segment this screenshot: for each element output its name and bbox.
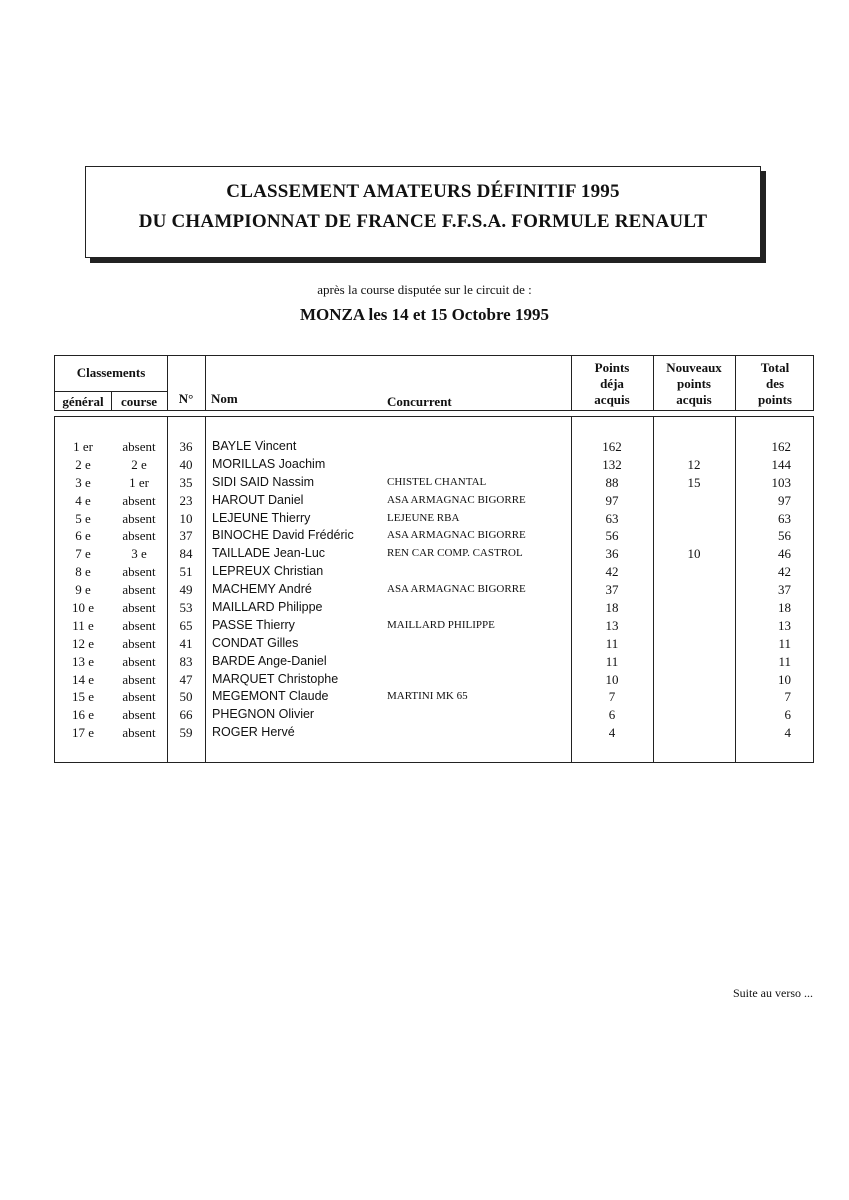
cell-total: 42 xyxy=(778,564,791,580)
cell-name: MORILLAS Joachim xyxy=(212,456,326,471)
footer-note: Suite au verso ... xyxy=(733,986,813,1000)
cell-general: 13 e xyxy=(71,653,95,669)
cell-total: 97 xyxy=(778,492,791,508)
header-points-line: acquis xyxy=(594,392,630,407)
header-points-line: Points xyxy=(594,360,630,375)
cell-concurrent: MAILLARD PHILIPPE xyxy=(387,618,495,631)
table-row xyxy=(55,724,815,742)
cell-concurrent: ASA ARMAGNAC BIGORRE xyxy=(387,529,526,542)
cell-points: 63 xyxy=(605,510,619,526)
header-new-points-line: acquis xyxy=(676,392,712,407)
cell-general: 17 e xyxy=(71,725,95,741)
cell-number: 66 xyxy=(179,707,193,723)
cell-name: BINOCHE David Frédéric xyxy=(212,528,354,543)
cell-total: 103 xyxy=(771,474,791,490)
cell-name: MACHEMY André xyxy=(212,582,312,597)
cell-new-points: 12 xyxy=(687,456,701,472)
cell-course: absent xyxy=(122,492,156,508)
cell-number: 50 xyxy=(179,689,193,705)
cell-course: absent xyxy=(122,439,156,454)
cell-course: 1 er xyxy=(129,474,149,490)
title-line-1: CLASSEMENT AMATEURS DÉFINITIF 1995 xyxy=(226,181,620,202)
cell-general: 14 e xyxy=(71,671,95,687)
cell-number: 83 xyxy=(179,653,193,669)
cell-course: absent xyxy=(122,582,156,598)
table-row xyxy=(55,563,815,581)
header-divider xyxy=(205,356,206,410)
cell-name: ROGER Hervé xyxy=(212,725,295,740)
cell-general: 15 e xyxy=(71,689,95,705)
table-row xyxy=(55,510,815,528)
cell-general: 8 e xyxy=(75,564,91,580)
table-row xyxy=(55,581,815,599)
cell-concurrent: CHISTEL CHANTAL xyxy=(387,475,487,488)
cell-general: 6 e xyxy=(75,528,91,544)
header-new-points-line: points xyxy=(677,376,711,391)
cell-new-points: 15 xyxy=(687,474,701,490)
cell-number: 37 xyxy=(179,528,193,544)
cell-course: absent xyxy=(122,528,156,544)
cell-total: 4 xyxy=(784,725,791,741)
header-total xyxy=(735,360,815,408)
header-number: N° xyxy=(178,391,194,406)
cell-course: absent xyxy=(122,635,156,651)
cell-name: TAILLADE Jean-Luc xyxy=(212,546,326,561)
cell-general: 1 er xyxy=(73,439,93,454)
header-classements: Classements xyxy=(76,365,146,380)
cell-general: 2 e xyxy=(75,456,91,472)
cell-number: 59 xyxy=(179,725,193,741)
cell-concurrent: REN CAR COMP. CASTROL xyxy=(387,547,523,560)
table-row xyxy=(55,706,815,724)
header-divider xyxy=(55,391,167,392)
cell-number: 47 xyxy=(179,671,193,687)
cell-general: 4 e xyxy=(75,492,91,508)
cell-total: 63 xyxy=(778,510,791,526)
cell-name: SIDI SAID Nassim xyxy=(212,474,315,489)
cell-concurrent: MARTINI MK 65 xyxy=(387,690,468,703)
cell-points: 10 xyxy=(605,671,619,687)
cell-course: absent xyxy=(122,707,156,723)
cell-general: 12 e xyxy=(71,635,95,651)
cell-name: CONDAT Gilles xyxy=(212,635,299,650)
cell-number: 51 xyxy=(179,564,193,580)
table-row xyxy=(55,599,815,617)
table-row xyxy=(55,527,815,545)
cell-course: 2 e xyxy=(131,456,147,472)
cell-general: 10 e xyxy=(71,600,95,616)
cell-points: 6 xyxy=(608,707,616,723)
cell-points: 162 xyxy=(602,439,622,454)
cell-course: 3 e xyxy=(131,546,147,562)
cell-total: 37 xyxy=(778,582,791,598)
cell-course: absent xyxy=(122,617,156,633)
table-header xyxy=(54,355,814,411)
cell-number: 10 xyxy=(179,510,193,526)
cell-points: 11 xyxy=(605,653,619,669)
cell-course: absent xyxy=(122,689,156,705)
table-row xyxy=(55,474,815,492)
cell-points: 18 xyxy=(605,600,619,616)
cell-general: 3 e xyxy=(75,474,91,490)
table-row xyxy=(55,671,815,689)
cell-total: 144 xyxy=(771,456,791,472)
header-course: course xyxy=(120,394,158,409)
cell-new-points: 10 xyxy=(687,546,701,562)
header-name: Nom xyxy=(211,391,238,406)
cell-course: absent xyxy=(122,653,156,669)
cell-name: HAROUT Daniel xyxy=(212,492,304,507)
cell-total: 10 xyxy=(778,671,791,687)
header-total-line: points xyxy=(758,392,792,407)
cell-general: 5 e xyxy=(75,510,91,526)
cell-total: 46 xyxy=(778,546,791,562)
cell-name: MARQUET Christophe xyxy=(212,671,339,686)
cell-name: BAYLE Vincent xyxy=(212,439,297,453)
table-row xyxy=(55,688,815,706)
cell-total: 11 xyxy=(778,635,791,651)
title-line-2: DU CHAMPIONNAT DE FRANCE F.F.S.A. FORMULE RENAULT xyxy=(138,211,708,232)
cell-name: MAILLARD Philippe xyxy=(212,600,323,615)
cell-points: 7 xyxy=(608,689,616,705)
header-total-line: Total xyxy=(760,360,790,375)
venue-title: MONZA les 14 et 15 Octobre 1995 xyxy=(300,305,549,324)
header-general: général xyxy=(62,394,104,409)
cell-concurrent: LEJEUNE RBA xyxy=(387,511,460,524)
table-row xyxy=(55,545,815,563)
cell-total: 11 xyxy=(778,653,791,669)
cell-course: absent xyxy=(122,600,156,616)
cell-number: 40 xyxy=(179,456,193,472)
cell-points: 4 xyxy=(608,725,616,741)
cell-total: 13 xyxy=(778,617,791,633)
cell-number: 36 xyxy=(179,439,193,454)
table-row xyxy=(55,438,815,456)
cell-number: 41 xyxy=(179,635,193,651)
cell-name: LEPREUX Christian xyxy=(212,564,324,579)
cell-general: 11 e xyxy=(72,617,94,633)
header-new-points xyxy=(653,360,735,408)
cell-number: 65 xyxy=(179,617,193,633)
cell-total: 7 xyxy=(784,689,791,705)
header-points xyxy=(571,360,653,408)
cell-points: 132 xyxy=(602,456,622,472)
cell-total: 56 xyxy=(778,528,791,544)
cell-name: MEGEMONT Claude xyxy=(212,689,329,704)
cell-points: 36 xyxy=(605,546,619,562)
cell-name: BARDE Ange-Daniel xyxy=(212,653,327,668)
table-row xyxy=(55,492,815,510)
cell-points: 88 xyxy=(605,474,619,490)
cell-name: PASSE Thierry xyxy=(212,617,295,632)
cell-total: 162 xyxy=(771,439,791,454)
cell-course: absent xyxy=(122,671,156,687)
table-row xyxy=(55,456,815,474)
cell-points: 97 xyxy=(605,492,619,508)
cell-concurrent: ASA ARMAGNAC BIGORRE xyxy=(387,583,526,596)
cell-number: 53 xyxy=(179,600,193,616)
table-row xyxy=(55,617,815,635)
cell-number: 84 xyxy=(179,546,193,562)
header-concurrent: Concurrent xyxy=(387,394,452,409)
cell-general: 16 e xyxy=(71,707,95,723)
cell-course: absent xyxy=(122,564,156,580)
cell-course: absent xyxy=(122,725,156,741)
cell-course: absent xyxy=(122,510,156,526)
cell-points: 56 xyxy=(605,528,619,544)
cell-points: 11 xyxy=(605,635,619,651)
table-rows xyxy=(55,438,815,742)
header-new-points-line: Nouveaux xyxy=(666,360,722,375)
table-row xyxy=(55,653,815,671)
table-body xyxy=(54,416,814,763)
cell-general: 7 e xyxy=(75,546,91,562)
title-box xyxy=(85,166,761,258)
cell-concurrent: ASA ARMAGNAC BIGORRE xyxy=(387,493,526,506)
cell-number: 49 xyxy=(179,582,193,598)
cell-points: 37 xyxy=(605,582,619,598)
cell-points: 13 xyxy=(605,617,619,633)
header-total-line: des xyxy=(765,376,785,391)
cell-name: PHEGNON Olivier xyxy=(212,707,315,722)
subtitle: après la course disputée sur le circuit de : xyxy=(317,282,532,297)
cell-number: 23 xyxy=(179,492,193,508)
cell-total: 6 xyxy=(784,707,791,723)
header-points-line: déja xyxy=(600,376,624,391)
cell-number: 35 xyxy=(179,474,193,490)
cell-general: 9 e xyxy=(75,582,91,598)
cell-name: LEJEUNE Thierry xyxy=(212,510,311,525)
table-row xyxy=(55,635,815,653)
cell-points: 42 xyxy=(605,564,619,580)
cell-total: 18 xyxy=(778,600,791,616)
